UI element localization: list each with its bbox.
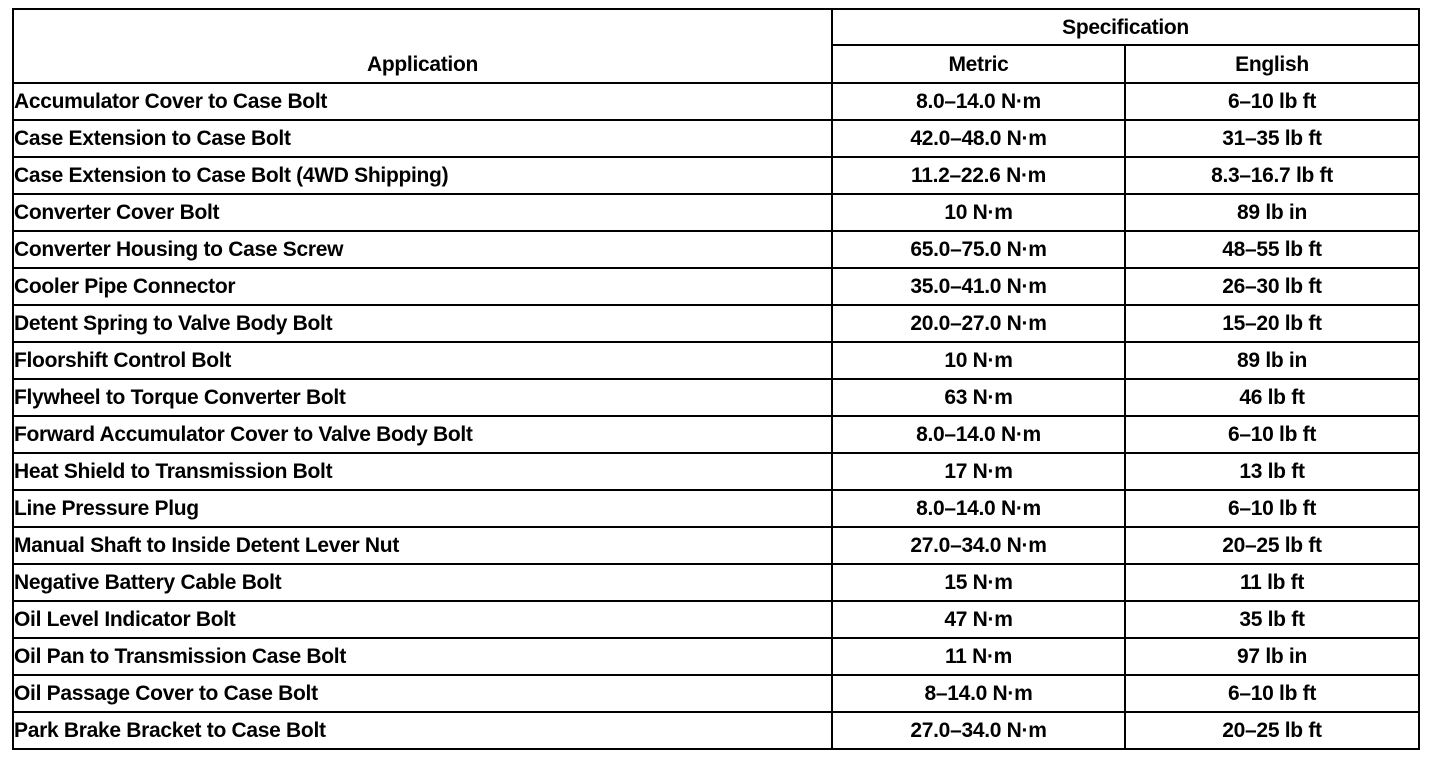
english-value-cell: 11 lb ft [1125, 564, 1419, 601]
application-cell: Oil Level Indicator Bolt [13, 601, 832, 638]
metric-value-cell: 8–14.0 N·m [832, 675, 1125, 712]
english-column-header: English [1125, 45, 1419, 83]
application-cell: Converter Housing to Case Screw [13, 231, 832, 268]
english-value-cell: 20–25 lb ft [1125, 527, 1419, 564]
english-value-cell: 46 lb ft [1125, 379, 1419, 416]
application-cell: Heat Shield to Transmission Bolt [13, 453, 832, 490]
metric-value-cell: 27.0–34.0 N·m [832, 527, 1125, 564]
application-cell: Oil Pan to Transmission Case Bolt [13, 638, 832, 675]
application-cell: Manual Shaft to Inside Detent Lever Nut [13, 527, 832, 564]
english-value-cell: 89 lb in [1125, 194, 1419, 231]
table-row [13, 157, 1419, 194]
english-value-cell: 15–20 lb ft [1125, 305, 1419, 342]
application-cell: Negative Battery Cable Bolt [13, 564, 832, 601]
metric-value-cell: 65.0–75.0 N·m [832, 231, 1125, 268]
application-cell: Park Brake Bracket to Case Bolt [13, 712, 832, 749]
application-cell: Case Extension to Case Bolt (4WD Shipping) [13, 157, 832, 194]
english-value-cell: 6–10 lb ft [1125, 490, 1419, 527]
english-value-cell: 89 lb in [1125, 342, 1419, 379]
metric-value-cell: 20.0–27.0 N·m [832, 305, 1125, 342]
english-value-cell: 35 lb ft [1125, 601, 1419, 638]
application-cell: Oil Passage Cover to Case Bolt [13, 675, 832, 712]
english-value-cell: 20–25 lb ft [1125, 712, 1419, 749]
application-cell: Flywheel to Torque Converter Bolt [13, 379, 832, 416]
table-row [13, 305, 1419, 342]
application-cell: Accumulator Cover to Case Bolt [13, 83, 832, 120]
specification-group-header: Specification [832, 9, 1419, 45]
english-value-cell: 26–30 lb ft [1125, 268, 1419, 305]
metric-value-cell: 47 N·m [832, 601, 1125, 638]
torque-spec-table [12, 8, 1420, 750]
table-row [13, 638, 1419, 675]
english-value-cell: 97 lb in [1125, 638, 1419, 675]
table-row [13, 342, 1419, 379]
application-cell: Case Extension to Case Bolt [13, 120, 832, 157]
metric-value-cell: 8.0–14.0 N·m [832, 416, 1125, 453]
metric-value-cell: 11.2–22.6 N·m [832, 157, 1125, 194]
application-cell: Line Pressure Plug [13, 490, 832, 527]
english-value-cell: 13 lb ft [1125, 453, 1419, 490]
table-row [13, 120, 1419, 157]
table-row [13, 490, 1419, 527]
english-value-cell: 31–35 lb ft [1125, 120, 1419, 157]
table-row [13, 379, 1419, 416]
table-row [13, 564, 1419, 601]
header-row-top [13, 9, 1419, 45]
table-row [13, 601, 1419, 638]
table-row [13, 231, 1419, 268]
metric-value-cell: 10 N·m [832, 342, 1125, 379]
application-column-header: Application [13, 9, 832, 83]
table-row [13, 416, 1419, 453]
metric-value-cell: 63 N·m [832, 379, 1125, 416]
metric-value-cell: 35.0–41.0 N·m [832, 268, 1125, 305]
english-value-cell: 6–10 lb ft [1125, 83, 1419, 120]
metric-value-cell: 42.0–48.0 N·m [832, 120, 1125, 157]
metric-value-cell: 15 N·m [832, 564, 1125, 601]
english-value-cell: 8.3–16.7 lb ft [1125, 157, 1419, 194]
application-cell: Floorshift Control Bolt [13, 342, 832, 379]
table-row [13, 712, 1419, 749]
table-row [13, 268, 1419, 305]
metric-value-cell: 8.0–14.0 N·m [832, 490, 1125, 527]
application-cell: Cooler Pipe Connector [13, 268, 832, 305]
english-value-cell: 6–10 lb ft [1125, 416, 1419, 453]
application-cell: Converter Cover Bolt [13, 194, 832, 231]
application-cell: Forward Accumulator Cover to Valve Body Bolt [13, 416, 832, 453]
english-value-cell: 48–55 lb ft [1125, 231, 1419, 268]
metric-value-cell: 8.0–14.0 N·m [832, 83, 1125, 120]
table-row [13, 194, 1419, 231]
table-header [13, 9, 1419, 83]
table-row [13, 675, 1419, 712]
table-body [13, 83, 1419, 749]
metric-value-cell: 17 N·m [832, 453, 1125, 490]
metric-column-header: Metric [832, 45, 1125, 83]
metric-value-cell: 27.0–34.0 N·m [832, 712, 1125, 749]
metric-value-cell: 11 N·m [832, 638, 1125, 675]
application-cell: Detent Spring to Valve Body Bolt [13, 305, 832, 342]
table-row [13, 453, 1419, 490]
metric-value-cell: 10 N·m [832, 194, 1125, 231]
table-row [13, 83, 1419, 120]
table-row [13, 527, 1419, 564]
english-value-cell: 6–10 lb ft [1125, 675, 1419, 712]
